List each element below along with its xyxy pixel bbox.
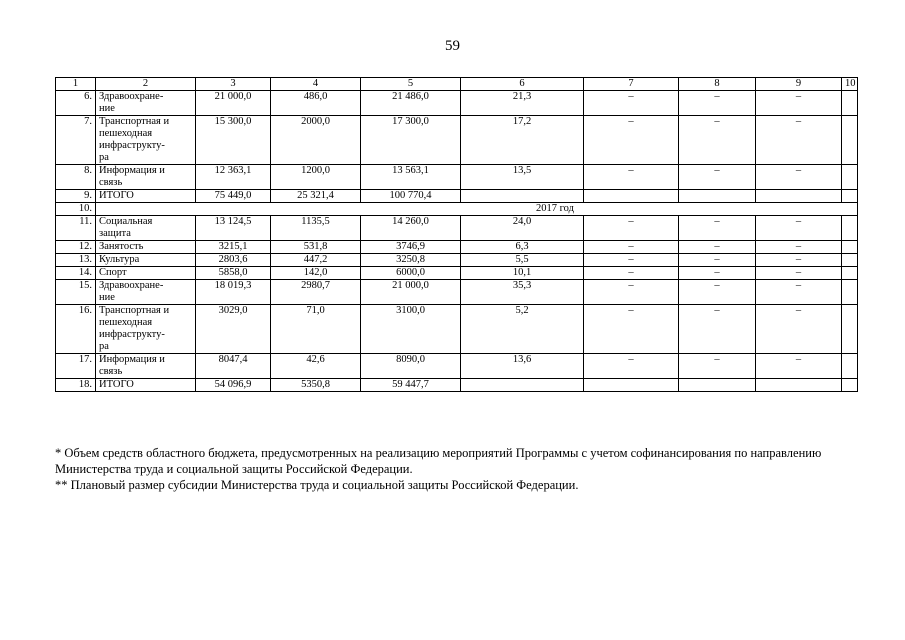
cell-c6: 21,3 (461, 91, 584, 116)
table-row (56, 280, 858, 305)
row-name-line: Занятость (99, 241, 144, 252)
cell-c7: – (584, 354, 679, 379)
table-row (56, 165, 858, 190)
row-number: 7. (56, 116, 96, 165)
row-name-line: Культура (99, 254, 140, 265)
cell-c7: – (584, 165, 679, 190)
cell-c8: – (679, 241, 756, 254)
table-row (56, 216, 858, 241)
cell-c7 (584, 379, 679, 392)
cell-c3: 5858,0 (196, 267, 271, 280)
cell-c6: 13,6 (461, 354, 584, 379)
table-row (56, 116, 858, 165)
cell-c5: 8090,0 (361, 354, 461, 379)
row-name (96, 354, 196, 379)
cell-c4: 5350,8 (271, 379, 361, 392)
cell-c4: 2000,0 (271, 116, 361, 165)
footnote-2: ** Плановый размер субсидии Министерства труда и социальной защиты Российской Федерации. (55, 478, 579, 492)
page-number: 59 (445, 38, 460, 54)
cell-c8: – (679, 216, 756, 241)
row-name-line: пешеходная (99, 317, 153, 328)
cell-c4: 1200,0 (271, 165, 361, 190)
row-name (96, 280, 196, 305)
cell-c8 (679, 379, 756, 392)
cell-c10 (842, 190, 858, 203)
year-row (56, 203, 858, 216)
row-name (96, 91, 196, 116)
table-header-row (56, 78, 858, 91)
cell-c10 (842, 91, 858, 116)
cell-c7: – (584, 305, 679, 354)
row-name-line: ние (99, 103, 115, 114)
cell-c8: – (679, 354, 756, 379)
table-row (56, 190, 858, 203)
cell-c4: 531,8 (271, 241, 361, 254)
cell-c6: 6,3 (461, 241, 584, 254)
table-row (56, 267, 858, 280)
column-header: 1 (56, 78, 96, 91)
cell-c5: 6000,0 (361, 267, 461, 280)
row-name (96, 190, 196, 203)
cell-c10 (842, 216, 858, 241)
row-name-line: Спорт (99, 267, 127, 278)
cell-c4: 42,6 (271, 354, 361, 379)
cell-c3: 3215,1 (196, 241, 271, 254)
row-number: 12. (56, 241, 96, 254)
row-number: 10. (56, 203, 96, 216)
cell-c8: – (679, 91, 756, 116)
cell-c4: 1135,5 (271, 216, 361, 241)
cell-c9: – (756, 267, 842, 280)
cell-c6: 13,5 (461, 165, 584, 190)
cell-c10 (842, 267, 858, 280)
cell-c5: 13 563,1 (361, 165, 461, 190)
footnote-1: * Объем средств областного бюджета, предусмотренных на реализацию мероприятий Программы с учетом софинансирования по направлению Министерства труда и социальной защиты Российской Федерации. (55, 446, 822, 476)
cell-c7: – (584, 280, 679, 305)
cell-c7: – (584, 216, 679, 241)
row-name-line: Здравоохране- (99, 91, 164, 102)
cell-c3: 75 449,0 (196, 190, 271, 203)
cell-c10 (842, 241, 858, 254)
cell-c4: 25 321,4 (271, 190, 361, 203)
cell-c3: 12 363,1 (196, 165, 271, 190)
table-row (56, 254, 858, 267)
cell-c10 (842, 354, 858, 379)
cell-c4: 2980,7 (271, 280, 361, 305)
row-number: 11. (56, 216, 96, 241)
cell-c5: 59 447,7 (361, 379, 461, 392)
cell-c9: – (756, 354, 842, 379)
cell-c9: – (756, 91, 842, 116)
cell-c9: – (756, 216, 842, 241)
cell-c6: 17,2 (461, 116, 584, 165)
cell-c6: 24,0 (461, 216, 584, 241)
cell-c6 (461, 379, 584, 392)
cell-c3: 2803,6 (196, 254, 271, 267)
cell-c5: 100 770,4 (361, 190, 461, 203)
cell-c8: – (679, 165, 756, 190)
cell-c8: – (679, 280, 756, 305)
cell-c10 (842, 116, 858, 165)
cell-c9 (756, 190, 842, 203)
footnotes (55, 445, 855, 493)
row-name-line: Здравоохране- (99, 280, 164, 291)
cell-c4: 142,0 (271, 267, 361, 280)
row-name-line: связь (99, 366, 123, 377)
column-header: 3 (196, 78, 271, 91)
row-number: 16. (56, 305, 96, 354)
cell-c4: 486,0 (271, 91, 361, 116)
row-name-line: связь (99, 177, 123, 188)
cell-c3: 18 019,3 (196, 280, 271, 305)
table-row (56, 305, 858, 354)
cell-c9 (756, 379, 842, 392)
cell-c5: 21 486,0 (361, 91, 461, 116)
cell-c6: 5,5 (461, 254, 584, 267)
row-name-line: ра (99, 152, 109, 163)
table-row (56, 91, 858, 116)
column-header: 10 (842, 78, 858, 91)
cell-c5: 21 000,0 (361, 280, 461, 305)
row-name-line: инфраструкту- (99, 140, 165, 151)
row-name-line: Информация и (99, 165, 165, 176)
cell-c6 (461, 190, 584, 203)
column-header: 7 (584, 78, 679, 91)
cell-c4: 447,2 (271, 254, 361, 267)
row-name-line: Транспортная и (99, 116, 170, 127)
cell-c3: 3029,0 (196, 305, 271, 354)
budget-table (55, 77, 858, 392)
column-header: 9 (756, 78, 842, 91)
column-header: 5 (361, 78, 461, 91)
cell-c3: 8047,4 (196, 354, 271, 379)
row-name (96, 254, 196, 267)
table-row (56, 241, 858, 254)
row-name-line: Социальная (99, 216, 153, 227)
row-name (96, 267, 196, 280)
row-number: 17. (56, 354, 96, 379)
cell-c6: 35,3 (461, 280, 584, 305)
table-row (56, 354, 858, 379)
row-number: 8. (56, 165, 96, 190)
row-number: 13. (56, 254, 96, 267)
cell-c3: 54 096,9 (196, 379, 271, 392)
row-name-line: защита (99, 228, 131, 239)
row-name-line: пешеходная (99, 128, 153, 139)
row-name-line: ние (99, 292, 115, 303)
cell-c4: 71,0 (271, 305, 361, 354)
cell-c6: 5,2 (461, 305, 584, 354)
column-header: 6 (461, 78, 584, 91)
row-number: 15. (56, 280, 96, 305)
row-number: 6. (56, 91, 96, 116)
column-header: 4 (271, 78, 361, 91)
cell-c8 (679, 190, 756, 203)
cell-c7: – (584, 91, 679, 116)
row-number: 9. (56, 190, 96, 203)
row-name (96, 165, 196, 190)
cell-c9: – (756, 254, 842, 267)
cell-c5: 3100,0 (361, 305, 461, 354)
row-name-line: ИТОГО (99, 190, 134, 201)
cell-c7: – (584, 116, 679, 165)
row-name-line: Информация и (99, 354, 165, 365)
row-name (96, 305, 196, 354)
cell-c8: – (679, 116, 756, 165)
row-name (96, 241, 196, 254)
cell-c5: 14 260,0 (361, 216, 461, 241)
year-label: 2017 год (96, 203, 858, 216)
cell-c3: 21 000,0 (196, 91, 271, 116)
cell-c10 (842, 165, 858, 190)
cell-c6: 10,1 (461, 267, 584, 280)
cell-c7: – (584, 241, 679, 254)
cell-c5: 3746,9 (361, 241, 461, 254)
cell-c5: 3250,8 (361, 254, 461, 267)
cell-c9: – (756, 116, 842, 165)
cell-c7 (584, 190, 679, 203)
table-body (56, 78, 858, 392)
cell-c8: – (679, 267, 756, 280)
row-name (96, 116, 196, 165)
cell-c7: – (584, 254, 679, 267)
cell-c3: 13 124,5 (196, 216, 271, 241)
cell-c5: 17 300,0 (361, 116, 461, 165)
row-name-line: ра (99, 341, 109, 352)
row-name-line: инфраструкту- (99, 329, 165, 340)
column-header: 8 (679, 78, 756, 91)
row-name-line: Транспортная и (99, 305, 170, 316)
cell-c8: – (679, 254, 756, 267)
row-name (96, 216, 196, 241)
cell-c3: 15 300,0 (196, 116, 271, 165)
cell-c10 (842, 305, 858, 354)
cell-c8: – (679, 305, 756, 354)
cell-c7: – (584, 267, 679, 280)
cell-c9: – (756, 305, 842, 354)
cell-c9: – (756, 241, 842, 254)
column-header: 2 (96, 78, 196, 91)
row-name-line: ИТОГО (99, 379, 134, 390)
row-number: 14. (56, 267, 96, 280)
row-number: 18. (56, 379, 96, 392)
cell-c9: – (756, 280, 842, 305)
cell-c9: – (756, 165, 842, 190)
cell-c10 (842, 280, 858, 305)
row-name (96, 379, 196, 392)
table-row (56, 379, 858, 392)
cell-c10 (842, 254, 858, 267)
cell-c10 (842, 379, 858, 392)
